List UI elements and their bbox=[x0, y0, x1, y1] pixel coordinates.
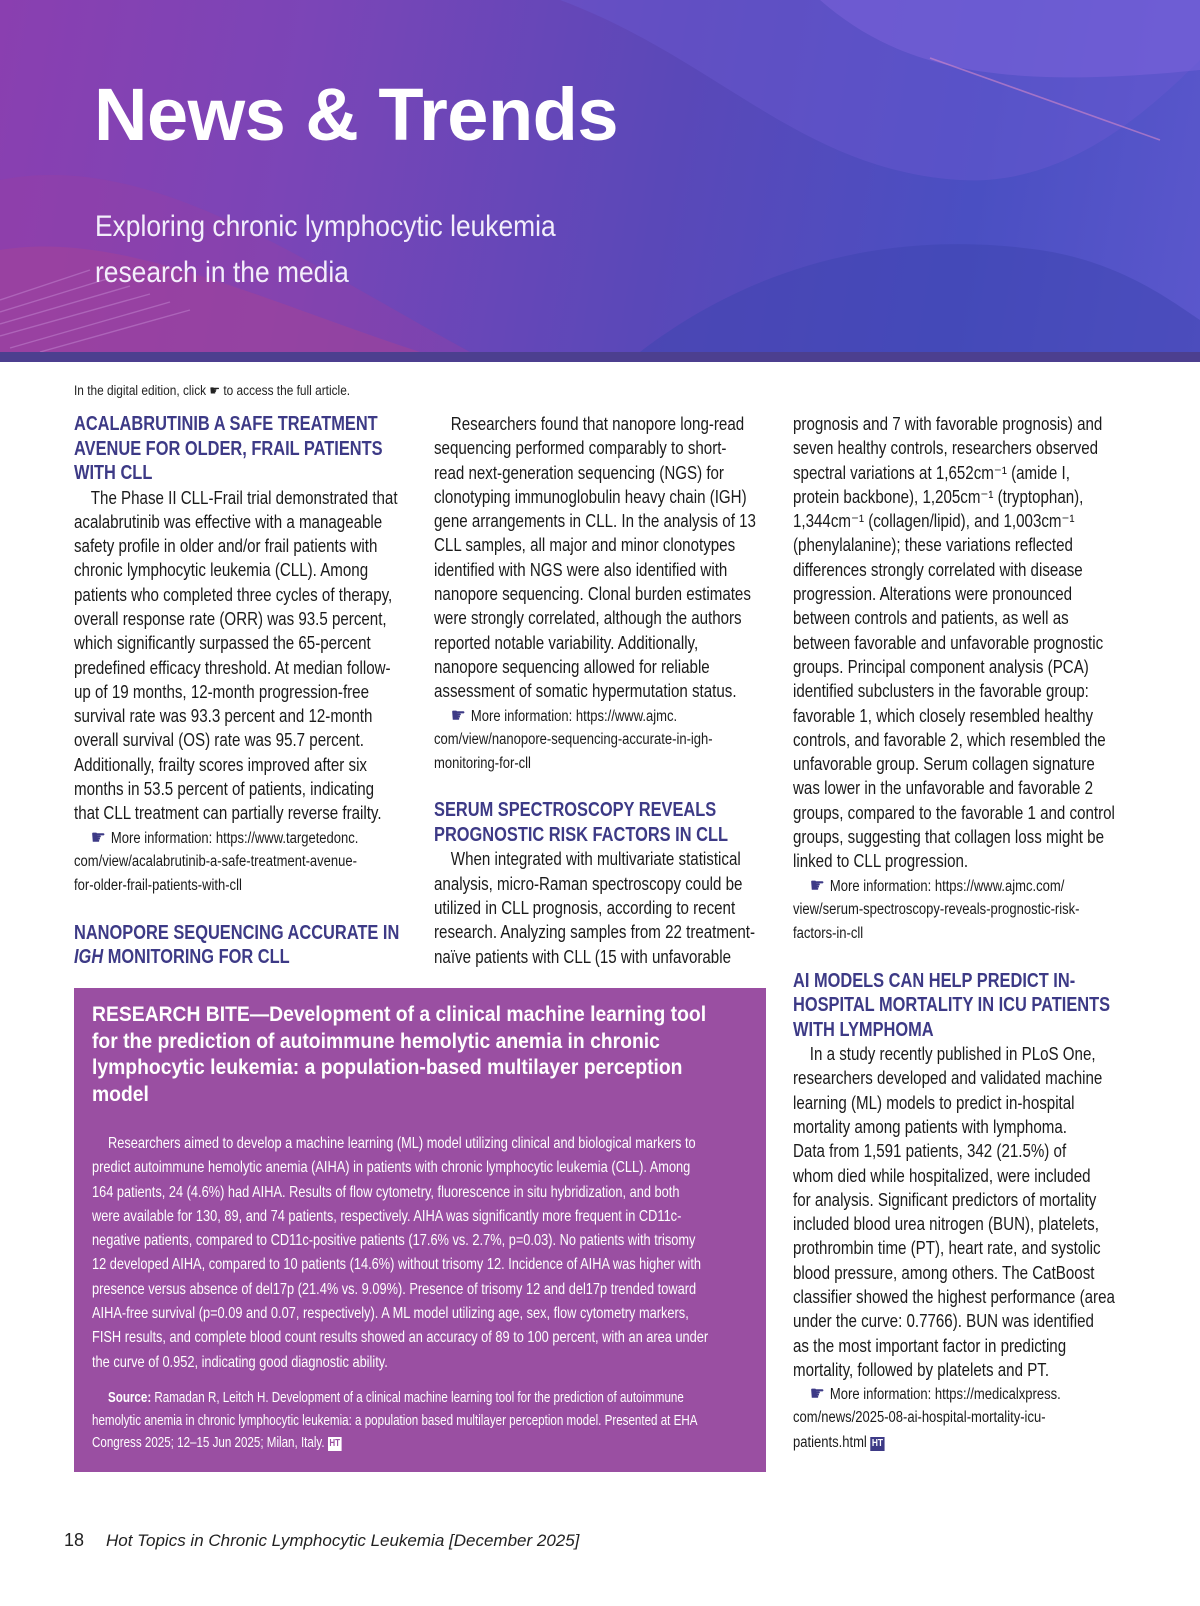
research-bite-line: AIHA-free survival (p=0.09 and 0.07, respectively). A ML model utilizing age, sex, flow cytometry markers, bbox=[92, 1305, 689, 1323]
body-line: learning (ML) models to predict in-hospital bbox=[793, 1092, 1075, 1113]
more-info-link[interactable]: factors-in-cll bbox=[793, 925, 864, 943]
body-line: nanopore sequencing. Clonal burden estimates bbox=[434, 584, 751, 605]
body-line: researchers developed and validated machine bbox=[793, 1068, 1103, 1089]
page-title: News & Trends bbox=[94, 73, 619, 156]
article-serum-spectroscopy-continued bbox=[793, 412, 1133, 947]
research-bite-source-line: hemolytic anemia in chronic lymphocytic leukemia: a population based multilayer perception model. Presented at EHA bbox=[92, 1412, 698, 1429]
pointing-hand-icon[interactable]: ☛ bbox=[809, 1383, 825, 1406]
body-line: seven healthy controls, researchers observed bbox=[793, 438, 1099, 459]
body-line: which significantly surpassed the 65-percent bbox=[74, 633, 371, 654]
research-bite-title-line: RESEARCH BITE—Development of a clinical machine learning tool bbox=[92, 1003, 707, 1026]
ht-logo-icon: HT bbox=[329, 1438, 341, 1450]
body-line: survival rate was 93.3 percent and 12-month bbox=[74, 706, 373, 727]
research-bite-source: Source: Ramadan R, Leitch H. Development of a clinical machine learning tool for the prediction of autoimmune hemolytic anemia in chronic lymphocytic leukemia: a population based multilayer perception model. Presented at EHA Congress 2025; 12–15 Jun 2025; Milan, Italy. HT bbox=[92, 1387, 752, 1455]
body-line: mortality, followed by platelets and PT. bbox=[793, 1359, 1050, 1380]
pointing-hand-icon[interactable]: ☛ bbox=[90, 826, 106, 849]
research-bite-line: 12 developed AIHA, compared to 10 patients (14.6%) without trisomy 12. Incidence of AIHA was higher with bbox=[92, 1256, 702, 1274]
article-heading: NANOPORE SEQUENCING ACCURATE IN bbox=[74, 921, 400, 944]
body-line: When integrated with multivariate statistical bbox=[450, 849, 741, 870]
more-info-link[interactable]: for-older-frail-patients-with-cll bbox=[74, 877, 242, 895]
body-line: progression. Alterations were pronounced bbox=[793, 584, 1073, 605]
digital-edition-note: In the digital edition, click ☛ to access the full article. bbox=[74, 383, 351, 398]
body-line: controls, and favorable 2, which resembled the bbox=[793, 729, 1106, 750]
article-nanopore bbox=[74, 921, 404, 970]
body-line: linked to CLL progression. bbox=[793, 851, 969, 872]
body-line: prothrombin time (PT), heart rate, and systolic bbox=[793, 1238, 1101, 1259]
more-info-link[interactable]: com/news/2025-08-ai-hospital-mortality-icu- bbox=[793, 1409, 1046, 1427]
body-line: differences strongly correlated with disease bbox=[793, 559, 1083, 580]
research-bite-title-line: lymphocytic leukemia: a population-based multilayer perception bbox=[92, 1056, 683, 1079]
body-line: were strongly correlated, although the authors bbox=[434, 608, 742, 629]
body-line: groups, suggesting that collagen loss might be bbox=[793, 827, 1104, 848]
body-line: prognosis and 7 with favorable prognosis) and bbox=[793, 414, 1103, 434]
article-heading: IGH MONITORING FOR CLL bbox=[74, 946, 290, 969]
header-banner bbox=[0, 0, 1200, 352]
body-line: months in 53.5 percent of patients, indicating bbox=[74, 779, 375, 800]
more-info-link[interactable]: ☛ More information: https://www.targetedonc. bbox=[90, 826, 359, 849]
body-line: between controls and patients, as well as bbox=[793, 608, 1069, 629]
body-line: safety profile in older and/or frail patients with bbox=[74, 536, 378, 557]
article-heading: HOSPITAL MORTALITY IN ICU PATIENTS bbox=[793, 994, 1111, 1017]
body-line: mortality among patients with lymphoma. bbox=[793, 1116, 1067, 1137]
more-info-link[interactable]: monitoring-for-cll bbox=[434, 755, 531, 773]
body-line: naïve patients with CLL (15 with unfavorable bbox=[434, 946, 731, 967]
page-subtitle-line-2: research in the media bbox=[95, 256, 349, 289]
body-line: included blood urea nitrogen (BUN), platelets, bbox=[793, 1214, 1099, 1235]
body-line: identified subclusters in the favorable group: bbox=[793, 681, 1089, 702]
body-line: CLL samples, all major and minor clonotypes bbox=[434, 535, 736, 556]
body-line: reported notable variability. Additionally, bbox=[434, 632, 699, 653]
body-line: predefined efficacy threshold. At median follow- bbox=[74, 657, 391, 678]
body-line: overall response rate (ORR) was 93.5 percent, bbox=[74, 608, 387, 629]
body-line: assessment of somatic hypermutation status. bbox=[434, 681, 737, 702]
body-line: analysis, micro-Raman spectroscopy could be bbox=[434, 873, 743, 894]
body-line: gene arrangements in CLL. In the analysis of 13 bbox=[434, 511, 756, 532]
body-line: identified with NGS were also identified with bbox=[434, 559, 728, 580]
article-heading: SERUM SPECTROSCOPY REVEALS bbox=[434, 799, 717, 822]
research-bite-title bbox=[92, 1002, 752, 1108]
page-subtitle-line-1: Exploring chronic lymphocytic leukemia bbox=[95, 210, 556, 243]
column-1 bbox=[74, 412, 404, 970]
body-line: spectral variations at 1,652cm⁻¹ (amide I, bbox=[793, 462, 1070, 483]
article-serum-spectroscopy bbox=[434, 798, 764, 968]
body-line: that CLL treatment can partially reverse frailty. bbox=[74, 803, 382, 824]
body-line: classifier showed the highest performance (area bbox=[793, 1287, 1115, 1307]
body-line: clonotyping immunoglobulin heavy chain (IGH) bbox=[434, 486, 747, 507]
more-info-link[interactable]: ☛ More information: https://www.ajmc. bbox=[450, 704, 678, 727]
body-line: for analysis. Significant predictors of mortality bbox=[793, 1189, 1097, 1210]
more-info-link[interactable]: ☛ More information: https://www.ajmc.com/ bbox=[809, 874, 1065, 897]
more-info-link[interactable]: ☛ More information: https://medicalxpress. bbox=[809, 1383, 1061, 1406]
article-heading: PROGNOSTIC RISK FACTORS IN CLL bbox=[434, 823, 729, 846]
article-heading: WITH LYMPHOMA bbox=[793, 1018, 934, 1041]
body-line: sequencing performed comparably to short- bbox=[434, 438, 727, 459]
body-line: groups, compared to the favorable 1 and control bbox=[793, 802, 1115, 823]
research-bite-line: presence versus absence of del17p (21.4% vs. 9.09%). Presence of trisomy 12 and del17p trended toward bbox=[92, 1280, 697, 1298]
body-line: chronic lymphocytic leukemia (CLL). Among bbox=[74, 560, 369, 581]
body-line: Data from 1,591 patients, 342 (21.5%) of bbox=[793, 1141, 1067, 1162]
body-line: patients who completed three cycles of therapy, bbox=[74, 584, 393, 605]
body-line: under the curve: 0.7766). BUN was identified bbox=[793, 1311, 1094, 1332]
body-line: whom died while hospitalized, were included bbox=[793, 1165, 1091, 1186]
body-line: In a study recently published in PLoS One, bbox=[809, 1044, 1096, 1065]
body-line: groups. Principal component analysis (PCA) bbox=[793, 656, 1089, 677]
column-3 bbox=[793, 412, 1133, 1455]
page-number: 18 bbox=[64, 1530, 85, 1550]
body-line: protein backbone), 1,205cm⁻¹ (tryptophan), bbox=[793, 486, 1084, 507]
banner-background-waves bbox=[0, 0, 1200, 352]
body-line: utilized in CLL prognosis, according to recent bbox=[434, 898, 736, 919]
more-info-link[interactable]: patients.html HT bbox=[793, 1433, 884, 1451]
body-line: favorable 1, which closely resembled healthy bbox=[793, 705, 1094, 726]
research-bite-line: negative patients, compared to CD11c-positive patients (17.6% vs. 2.7%, p=0.03). No patients with trisomy bbox=[92, 1232, 696, 1250]
article-ai-models bbox=[793, 969, 1133, 1456]
ht-logo-icon: HT bbox=[871, 1437, 884, 1449]
body-line: as the most important factor in predicting bbox=[793, 1335, 1067, 1356]
body-line: read next-generation sequencing (NGS) for bbox=[434, 462, 724, 483]
column-2 bbox=[434, 412, 764, 969]
body-line: acalabrutinib was effective with a manageable bbox=[74, 511, 383, 532]
pointing-hand-icon[interactable]: ☛ bbox=[809, 874, 825, 897]
body-line: nanopore sequencing allowed for reliable bbox=[434, 656, 710, 677]
article-acalabrutinib bbox=[74, 412, 404, 899]
article-heading: AI MODELS CAN HELP PREDICT IN- bbox=[793, 969, 1076, 992]
research-bite-line: 164 patients, 24 (4.6%) had AIHA. Results of flow cytometry, fluorescence in situ hybridization, and both bbox=[92, 1183, 680, 1201]
research-bite-box bbox=[74, 988, 766, 1472]
research-bite-source-line: Congress 2025; 12–15 Jun 2025; Milan, Italy. HT bbox=[92, 1435, 341, 1452]
body-line: blood pressure, among others. The CatBoost bbox=[793, 1262, 1095, 1283]
research-bite-body bbox=[92, 1132, 752, 1455]
more-info-link[interactable]: com/view/acalabrutinib-a-safe-treatment-avenue- bbox=[74, 852, 357, 870]
body-line: Additionally, frailty scores improved after six bbox=[74, 754, 367, 775]
body-line: Researchers found that nanopore long-read bbox=[450, 414, 745, 434]
research-bite-line: the curve of 0.952, indicating good diagnostic ability. bbox=[92, 1353, 388, 1371]
body-line: overall survival (OS) rate was 95.7 percent. bbox=[74, 730, 364, 751]
research-bite-title-line: for the prediction of autoimmune hemolytic anemia in chronic bbox=[92, 1029, 660, 1053]
body-line: unfavorable group. Serum collagen signature bbox=[793, 754, 1095, 775]
body-line: The Phase II CLL-Frail trial demonstrated that bbox=[90, 487, 398, 508]
research-bite-line: were available for 130, 89, and 74 patients, respectively. AIHA was significantly more frequent in CD11c- bbox=[92, 1207, 682, 1225]
pointing-hand-icon[interactable]: ☛ bbox=[450, 704, 466, 727]
more-info-link[interactable]: com/view/nanopore-sequencing-accurate-in-igh- bbox=[434, 730, 713, 748]
article-heading: ACALABRUTINIB A SAFE TREATMENT bbox=[74, 413, 378, 435]
more-info-link[interactable]: view/serum-spectroscopy-reveals-prognostic-risk- bbox=[793, 900, 1080, 918]
research-bite-line: Researchers aimed to develop a machine learning (ML) model utilizing clinical and biological markers to bbox=[108, 1135, 696, 1152]
body-line: 1,344cm⁻¹ (collagen/lipid), and 1,003cm⁻¹ bbox=[793, 511, 1075, 532]
research-bite-line: predict autoimmune hemolytic anemia (AIHA) in patients with chronic lymphocytic leukemia (CLL). Among bbox=[92, 1159, 691, 1177]
body-line: between favorable and unfavorable prognostic bbox=[793, 632, 1104, 653]
research-bite-line: FISH results, and complete blood count results showed an accuracy of 89 to 100 percent, with an area under bbox=[92, 1329, 709, 1347]
research-bite-title-line: model bbox=[92, 1082, 149, 1106]
body-line: up of 19 months, 12-month progression-free bbox=[74, 681, 370, 702]
article-nanopore-body bbox=[434, 412, 764, 776]
body-line: (phenylalanine); these variations reflected bbox=[793, 535, 1073, 556]
article-heading: WITH CLL bbox=[74, 462, 153, 484]
footer-publication-title: Hot Topics in Chronic Lymphocytic Leukemia [December 2025] bbox=[106, 1531, 580, 1550]
article-heading: AVENUE FOR OLDER, FRAIL PATIENTS bbox=[74, 437, 383, 460]
body-line: was lower in the unfavorable and favorable 2 bbox=[793, 778, 1094, 799]
body-line: research. Analyzing samples from 22 treatment- bbox=[434, 922, 756, 943]
banner-divider bbox=[0, 352, 1200, 362]
